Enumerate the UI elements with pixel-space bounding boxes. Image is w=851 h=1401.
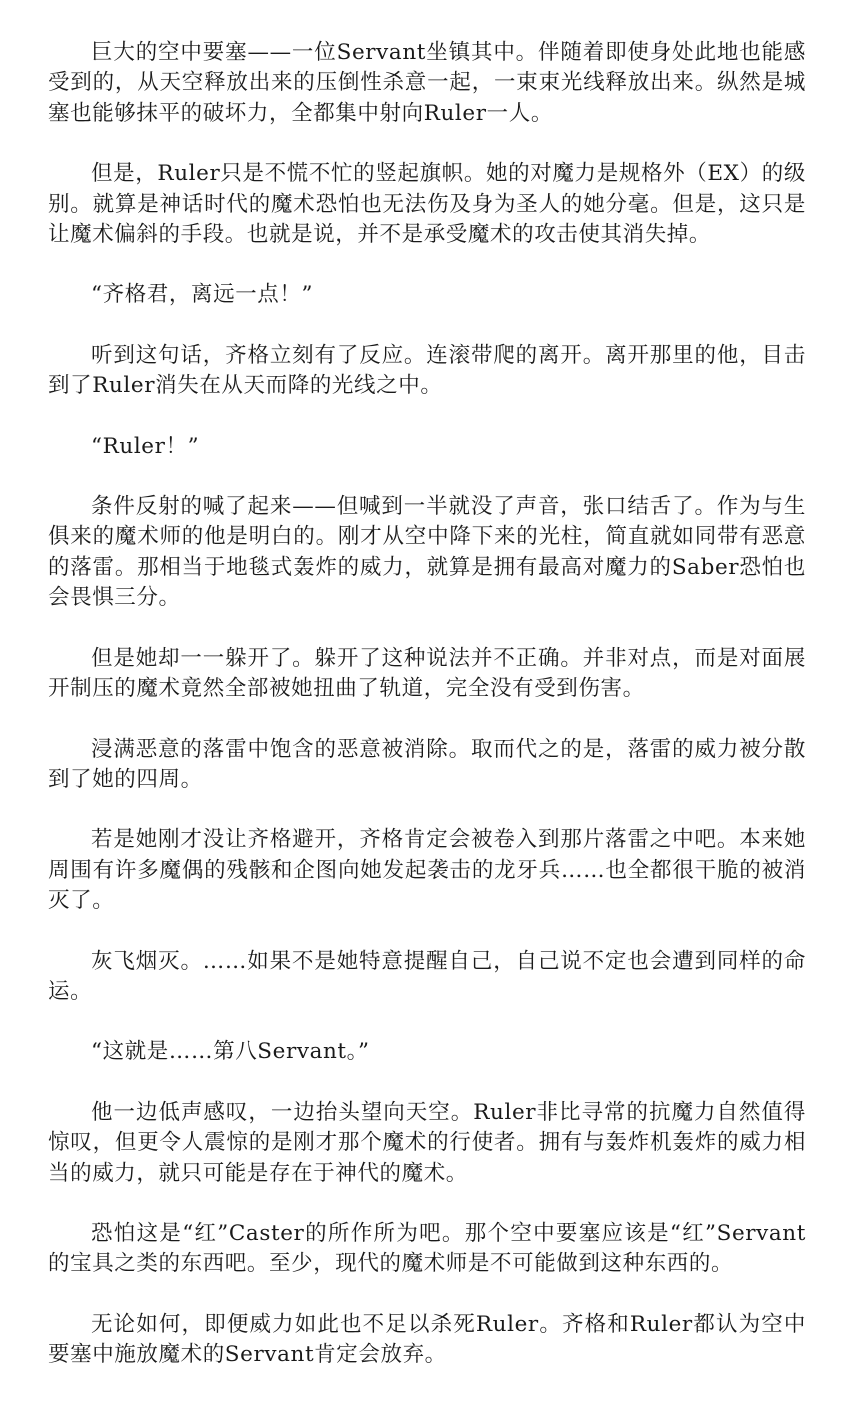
dialogue-line: “齐格君，离远一点！” bbox=[91, 282, 314, 308]
paragraph: 巨大的空中要塞——一位Servant坐镇其中。伴随着即使身处此地也能感受到的，从天空释放出来的压倒性杀意一起，一束束光线释放出来。纵然是城塞也能够抹平的破坏力，全都集中射向Ruler一人。 bbox=[48, 40, 806, 126]
paragraph: 灰飞烟灭。……如果不是她特意提醒自己，自己说不定也会遭到同样的命运。 bbox=[48, 948, 806, 1004]
dialogue-line: “这就是……第八Servant。” bbox=[91, 1039, 370, 1065]
paragraph: 他一边低声感叹，一边抬头望向天空。Ruler非比寻常的抗魔力自然值得惊叹，但更令人震惊的是刚才那个魔术的行使者。拥有与轰炸机轰炸的威力相当的威力，就只可能是存在于神代的魔术。 bbox=[48, 1099, 806, 1186]
paragraph: 无论如何，即便威力如此也不足以杀死Ruler。齐格和Ruler都认为空中要塞中施放魔术的Servant肯定会放弃。 bbox=[48, 1311, 806, 1368]
paragraph: 若是她刚才没让齐格避开，齐格肯定会被卷入到那片落雷之中吧。本来她周围有许多魔偶的残骸和企图向她发起袭击的龙牙兵……也全都很干脆的被消灭了。 bbox=[48, 827, 806, 914]
paragraph: 但是，Ruler只是不慌不忙的竖起旗帜。她的对魔力是规格外（EX）的级别。就算是神话时代的魔术恐怕也无法伤及身为圣人的她分毫。但是，这只是让魔术偏斜的手段。也就是说，并不是承受魔术的攻击使其消失掉。 bbox=[48, 161, 806, 248]
dialogue-line: “Ruler！” bbox=[91, 433, 200, 459]
paragraph: 恐怕这是“红”Caster的所作所为吧。那个空中要塞应该是“红”Servant的宝具之类的东西吧。至少，现代的魔术师是不可能做到这种东西的。 bbox=[48, 1220, 806, 1277]
paragraph: 条件反射的喊了起来——但喊到一半就没了声音，张口结舌了。作为与生俱来的魔术师的他是明白的。刚才从空中降下来的光柱，简直就如同带有恶意的落雷。那相当于地毯式轰炸的威力，就算是拥有最高对魔力的Saber恐怕也会畏惧三分。 bbox=[48, 494, 806, 611]
paragraph: 听到这句话，齐格立刻有了反应。连滚带爬的离开。离开那里的他，目击到了Ruler消失在从天而降的光线之中。 bbox=[48, 342, 806, 399]
paragraph: 浸满恶意的落雷中饱含的恶意被消除。取而代之的是，落雷的威力被分散到了她的四周。 bbox=[48, 736, 806, 792]
document-page bbox=[48, 38, 806, 1401]
paragraph: 但是她却一一躲开了。躲开了这种说法并不正确。并非对点，而是对面展开制压的魔术竟然全部被她扭曲了轨道，完全没有受到伤害。 bbox=[48, 645, 806, 702]
